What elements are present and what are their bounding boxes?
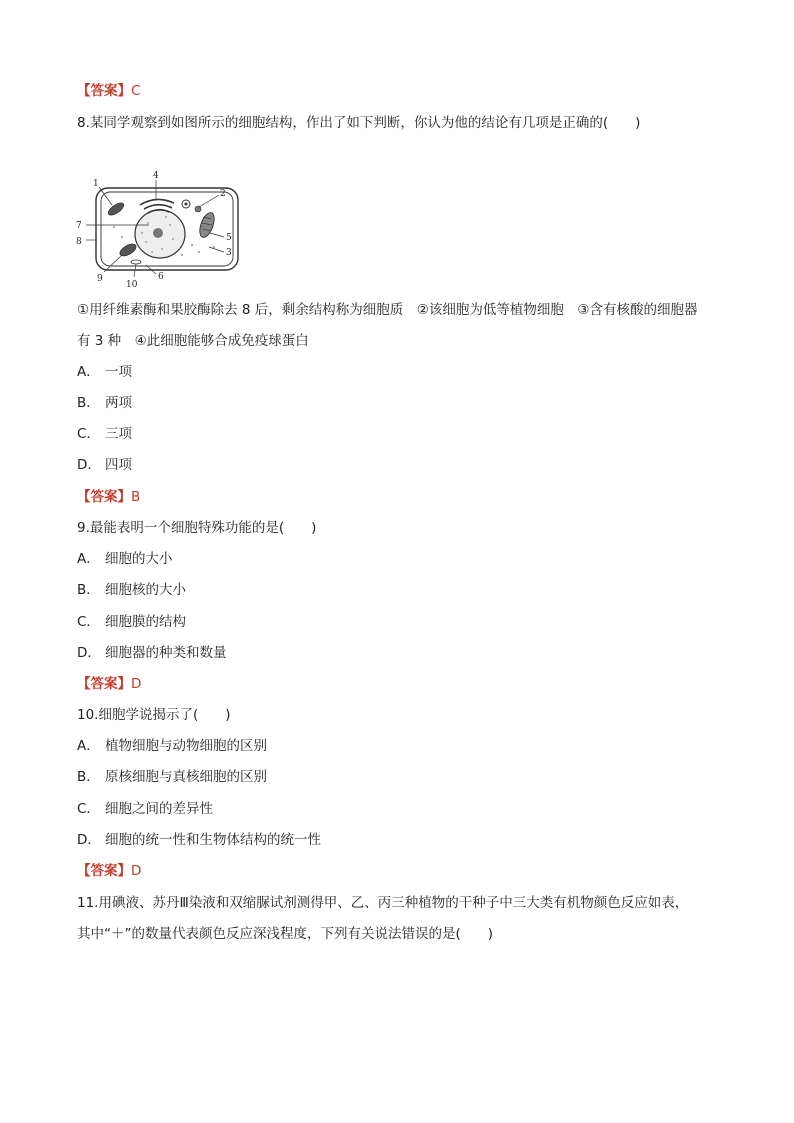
answer-tag: 【答案】 [77,676,131,692]
q9-option-d[interactable] [77,644,227,662]
q8-statements-line1: ①用纤维素酶和果胶酶除去 8 后，剩余结构称为细胞质 ②该细胞为低等植物细胞 ③含有核酸的细胞器 [77,302,698,318]
q11-stem-line1: 11.用碘液、苏丹Ⅲ染液和双缩脲试剂测得甲、乙、丙三种植物的干种子中三大类有机物颜色反应如表， [77,895,689,911]
option-letter: C． [77,426,100,442]
label-10: 10 [126,280,138,290]
q9-stem: 9.最能表明一个细胞特殊功能的是( ) [77,520,317,536]
option-letter: C． [77,614,100,630]
q11-stem-line2: 其中“＋”的数量代表颜色反应深浅程度，下列有关说法错误的是( ) [77,926,494,942]
option-text: 细胞的大小 [105,551,173,567]
q7-answer [77,82,140,100]
label-2: 2 [220,189,226,199]
option-text: 原核细胞与真核细胞的区别 [105,769,267,785]
label-1: 1 [93,179,99,189]
q9-option-b[interactable] [77,581,186,599]
answer-value: C [131,83,141,99]
q9-answer [77,675,141,693]
option-text: 四项 [105,457,132,473]
option-text: 两项 [105,395,132,411]
q10-option-b[interactable] [77,768,267,786]
label-7: 7 [76,221,82,231]
cell-diagram [74,167,249,292]
option-letter: B． [77,395,100,411]
q10-option-d[interactable] [77,831,321,849]
option-letter: B． [77,582,100,598]
option-letter: A． [77,364,100,380]
option-text: 细胞器的种类和数量 [105,645,227,661]
option-text: 三项 [105,426,132,442]
label-5: 5 [226,233,232,243]
q9-option-a[interactable] [77,550,173,568]
option-text: 细胞之间的差异性 [105,801,213,817]
option-text: 植物细胞与动物细胞的区别 [105,738,267,754]
q8-answer [77,488,140,506]
mitochondrion [197,211,217,240]
organelle [195,206,201,212]
chloroplast [106,201,125,218]
q8-stem: 8.某同学观察到如图所示的细胞结构，作出了如下判断，你认为他的结论有几项是正确的( ) [77,115,641,131]
option-text: 细胞核的大小 [105,582,186,598]
q8-option-c[interactable] [77,425,132,443]
answer-value: D [131,676,142,692]
label-4: 4 [153,171,159,181]
option-letter: D． [77,645,101,661]
q8-option-b[interactable] [77,394,132,412]
option-letter: A． [77,738,100,754]
q9-option-c[interactable] [77,613,186,631]
nucleolus [153,228,163,238]
q10-option-a[interactable] [77,737,267,755]
answer-tag: 【答案】 [77,83,131,99]
q8-statements-line2: 有 3 种 ④此细胞能够合成免疫球蛋白 [77,333,309,349]
answer-tag: 【答案】 [77,489,131,505]
option-letter: C． [77,801,100,817]
q10-option-c[interactable] [77,800,213,818]
option-text: 细胞的统一性和生物体结构的统一性 [105,832,321,848]
label-6: 6 [158,272,164,282]
answer-value: B [131,489,141,505]
answer-tag: 【答案】 [77,863,131,879]
label-9: 9 [97,274,103,284]
option-letter: D． [77,457,101,473]
answer-value: D [131,863,142,879]
q10-answer [77,862,141,880]
q8-option-a[interactable] [77,363,132,381]
q8-option-d[interactable] [77,456,132,474]
option-letter: D． [77,832,101,848]
q10-stem: 10.细胞学说揭示了( ) [77,707,231,723]
option-text: 细胞膜的结构 [105,614,186,630]
vesicle [131,260,141,264]
option-letter: A． [77,551,100,567]
option-letter: B． [77,769,100,785]
option-text: 一项 [105,364,132,380]
label-8: 8 [76,237,82,247]
label-3: 3 [226,248,232,258]
